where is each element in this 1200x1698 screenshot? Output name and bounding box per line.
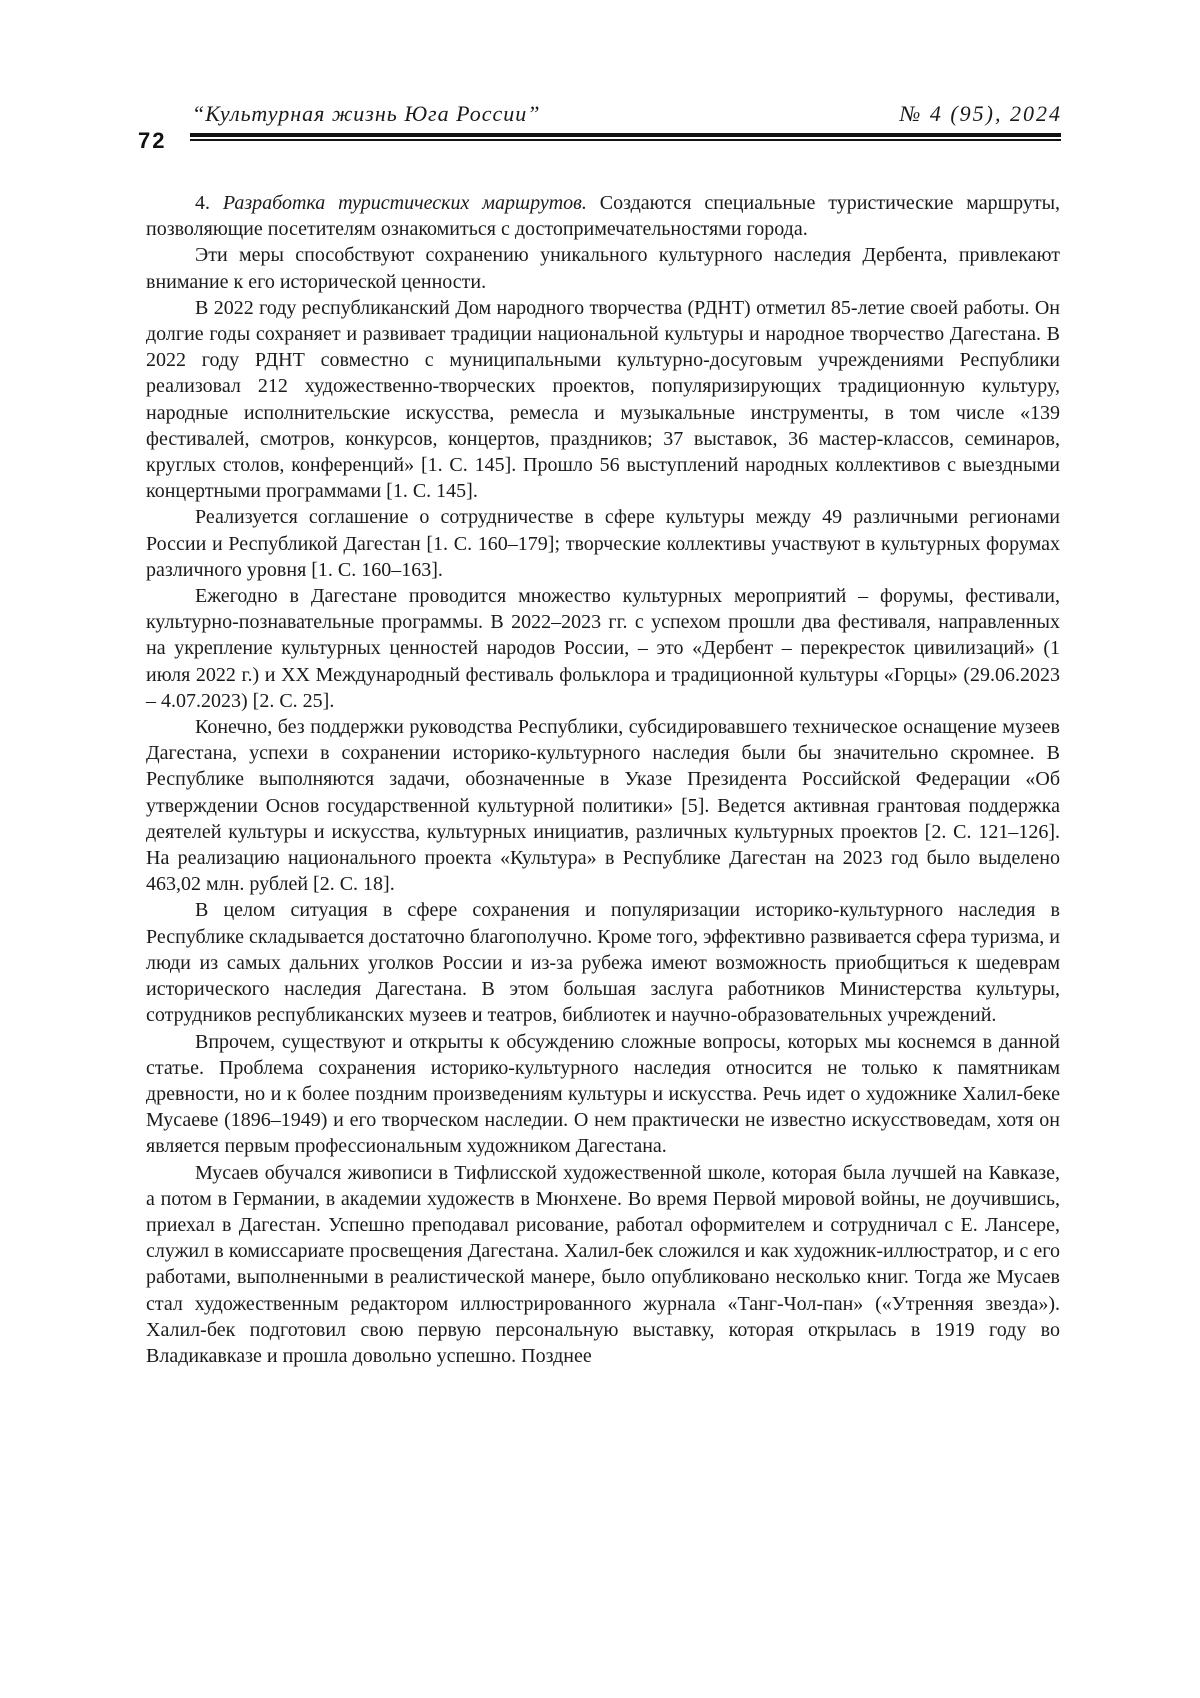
paragraph-7: В целом ситуация в сфере сохранения и популяризации историко-культурного наследия в Республике складывается достаточно благополучно. Кроме того, эффективно развивается сфера туризма, и люди из самых дальних уголков России и из-за рубежа имеют возможность приобщиться к шедеврам исторического наследия Дагестана. В этом большая заслуга работников Министерства культуры, сотрудников республиканских музеев и театров, библиотек и научно-образовательных учреждений. xyxy=(146,897,1060,1028)
header-rule-thick xyxy=(190,133,1061,137)
paragraph-1 xyxy=(146,190,1060,242)
article-body xyxy=(146,190,1060,1369)
paragraph-text: Создаются специальные туристические маршруты, позволяющие посетителям ознакомиться с достопримечательностями города. xyxy=(146,192,1060,240)
page-number: 72 xyxy=(138,128,166,154)
journal-title: “Культурная жизнь Юга России” xyxy=(192,101,541,127)
paragraph-8: Впрочем, существуют и открыты к обсуждению сложные вопросы, которых мы коснемся в данной статье. Проблема сохранения историко-культурного наследия относится не только к памятникам древности, но и к более поздним произведениям культуры и искусства. Речь идет о художнике Халил-беке Мусаеве (1896–1949) и его творческом наследии. О нем практически не известно искусствоведам, хотя он является первым профессиональным художником Дагестана. xyxy=(146,1029,1060,1160)
list-item-heading: Разработка туристических маршрутов. xyxy=(223,192,587,214)
issue-info: № 4 (95), 2024 xyxy=(900,101,1062,127)
paragraph-6: Конечно, без поддержки руководства Республики, субсидировавшего техническое оснащение музеев Дагестана, успехи в сохранении историко-культурного наследия были бы значительно скромнее. В Республике выполняются задачи, обозначенные в Указе Президента Российской Федерации «Об утверждении Основ государственной культурной политики» [5]. Ведется активная грантовая поддержка деятелей культуры и искусства, культурных инициатив, различных культурных проектов [2. С. 121–126]. На реализацию национального проекта «Культура» в Республике Дагестан на 2023 год было выделено 463,02 млн. рублей [2. С. 18]. xyxy=(146,714,1060,897)
list-number: 4. xyxy=(195,192,223,214)
paragraph-9: Мусаев обучался живописи в Тифлисской художественной школе, которая была лучшей на Кавказе, а потом в Германии, в академии художеств в Мюнхене. Во время Первой мировой войны, не доучившись, приехал в Дагестан. Успешно преподавал рисование, работал оформителем и сотрудничал с Е. Лансере, служил в комиссариате просвещения Дагестана. Халил-бек сложился и как художник-иллюстратор, и с его работами, выполненными в реалистической манере, было опубликовано несколько книг. Тогда же Мусаев стал художественным редактором иллюстрированного журнала «Танг-Чол-пан» («Утренняя звезда»). Халил-бек подготовил свою первую персональную выставку, которая открылась в 1919 году во Владикавказе и прошла довольно успешно. Позднее xyxy=(146,1160,1060,1370)
paragraph-4: Реализуется соглашение о сотрудничестве в сфере культуры между 49 различными регионами России и Республикой Дагестан [1. С. 160–179]; творческие коллективы участвуют в культурных форумах различного уровня [1. С. 160–163]. xyxy=(146,504,1060,583)
paragraph-3: В 2022 году республиканский Дом народного творчества (РДНТ) отметил 85-летие своей работы. Он долгие годы сохраняет и развивает традиции национальной культуры и народное творчество Дагестана. В 2022 году РДНТ совместно с муниципальными культурно-досуговым учреждениями Республики реализовал 212 художественно-творческих проектов, популяризирующих традиционную культуру, народные исполнительские искусства, ремесла и музыкальные инструменты, в том числе «139 фестивалей, смотров, конкурсов, концертов, праздников; 37 выставок, 36 мастер-классов, семинаров, круглых столов, конференций» [1. С. 145]. Прошло 56 выступлений народных коллективов с выездными концертными программами [1. С. 145]. xyxy=(146,295,1060,505)
paragraph-5: Ежегодно в Дагестане проводится множество культурных мероприятий – форумы, фестивали, культурно-познавательные программы. В 2022–2023 гг. с успехом прошли два фестиваля, направленных на укрепление культурных ценностей народов России, – это «Дербент – перекресток цивилизаций» (1 июля 2022 г.) и XX Международный фестиваль фольклора и традиционной культуры «Горцы» (29.06.2023 – 4.07.2023) [2. С. 25]. xyxy=(146,583,1060,714)
paragraph-2: Эти меры способствуют сохранению уникального культурного наследия Дербента, привлекают внимание к его исторической ценности. xyxy=(146,242,1060,294)
header-rule-thin xyxy=(190,139,1061,141)
